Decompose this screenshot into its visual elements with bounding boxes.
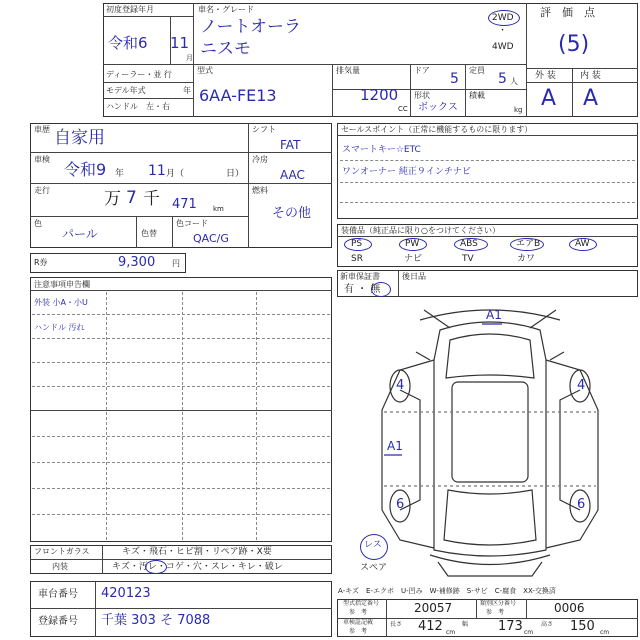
door-label: ドア (414, 66, 430, 75)
size-label: 車検証記載 (343, 619, 374, 626)
divider (526, 3, 527, 117)
divider (102, 545, 103, 574)
dash-line (340, 202, 635, 203)
drive-4wd: 4WD (492, 42, 514, 52)
ac-value: AAC (280, 168, 305, 182)
eq-abs: ABS (460, 239, 478, 249)
divider (30, 608, 332, 609)
divider (30, 559, 332, 560)
model-label: 型式 (197, 66, 213, 75)
use-value: 自家用 (54, 128, 105, 148)
type-no-value: 20057 (414, 601, 453, 615)
plate-number: 千葉 303 そ 7088 (101, 613, 211, 628)
divider (572, 68, 573, 117)
insp-day-unit: 日） (226, 169, 245, 179)
divider (248, 183, 332, 184)
divider (103, 64, 526, 65)
sales-point-1: スマートキー☆ETC (342, 145, 421, 155)
recycle-label: R券 (34, 258, 48, 267)
tire-rear-left: 6 (396, 497, 405, 512)
divider (103, 82, 193, 83)
handle-label: ハンドル 左・右 (106, 102, 170, 111)
divider (172, 216, 173, 248)
interior-grade: A (583, 86, 599, 111)
width-unit: cm (524, 629, 534, 636)
warranty-label: 新車保証書 (340, 272, 380, 281)
eq-pw: PW (405, 239, 420, 249)
notes-rule (32, 462, 330, 463)
month-unit: 月 (186, 54, 193, 62)
spare-mark: レス (364, 540, 382, 550)
displacement-value: 1200 (360, 86, 399, 104)
tire-front-left: 4 (396, 378, 405, 393)
cc-unit: CC (398, 105, 408, 113)
sales-point-2: ワンオーナー 純正９インチナビ (342, 167, 471, 177)
damage-a1-left: A1 (387, 439, 403, 453)
model-value: 6AA-FE13 (199, 86, 277, 105)
notes-col-rule (106, 292, 107, 540)
shift-label: シフト (252, 125, 276, 134)
notes-rule (32, 362, 330, 363)
notes-rule (30, 410, 332, 411)
eval-score: (5) (558, 32, 590, 57)
model-year-label: モデル年式 (106, 86, 146, 95)
mileage-ten-thousand: 7 (126, 188, 137, 208)
inspection-label: 車検 (34, 155, 50, 164)
eval-label: 評 価 点 (540, 6, 595, 19)
eq-ps: PS (351, 239, 363, 249)
divider (193, 3, 194, 117)
divider (30, 290, 332, 291)
class-no-value: 0006 (554, 601, 585, 615)
eq-leather: カワ (517, 254, 536, 264)
spare-label: スペア (360, 563, 388, 573)
divider (398, 270, 399, 297)
class-no-label: 類別区分番号 (480, 600, 517, 607)
capacity-label: 定員 (469, 66, 485, 75)
dash-line (340, 160, 635, 161)
divider (248, 123, 249, 248)
mileage-man: 万 (104, 189, 121, 209)
interior-cond-items: キズ・汚レ・コゲ・穴・スレ・キレ・破レ (112, 562, 283, 572)
divider (476, 599, 477, 618)
insp-month-unit: 月（ (166, 169, 185, 179)
color-code-value: QAC/G (193, 232, 229, 245)
ac-label: 冷房 (252, 155, 268, 164)
warranty-value: 有 ・ 無 (344, 284, 381, 295)
divider (465, 64, 466, 117)
type-no-sub: 参 考 (349, 609, 368, 616)
dash-line (340, 182, 635, 183)
notes-col-rule (182, 292, 183, 540)
use-label: 車歴 (34, 125, 50, 134)
mileage-sen: 千 (143, 189, 160, 209)
divider (95, 581, 96, 637)
divider (526, 68, 638, 69)
kg-unit: kg (514, 106, 523, 114)
color-code-label: 色コード (176, 219, 208, 228)
color-value: パール (62, 227, 98, 241)
chassis-label: 車台番号 (38, 589, 78, 600)
height-unit: cm (600, 629, 610, 636)
car-name-label: 車名・グレード (198, 5, 254, 14)
color-change-label: 色替 (141, 229, 157, 238)
fuel-value: その他 (272, 206, 312, 221)
width-label: 幅 (462, 621, 469, 628)
car-grade: ニスモ (200, 39, 251, 59)
divider (526, 599, 527, 618)
damage-legend: A-キズ E-エクボ U-凹み W-補修跡 S-サビ C-腐食 XX-交換済 (338, 587, 556, 595)
door-value: 5 (450, 71, 459, 87)
recycle-value: 9,300 (118, 255, 156, 270)
load-label: 積載 (469, 91, 485, 100)
width-value: 173 (498, 619, 523, 634)
eq-aw: AW (575, 239, 590, 249)
length-unit: cm (446, 629, 456, 636)
fuel-label: 燃料 (252, 186, 268, 195)
divider (103, 16, 193, 17)
windshield-label: フロントガラス (34, 547, 90, 556)
divider (30, 152, 248, 153)
length-value: 412 (418, 619, 443, 634)
divider (332, 64, 333, 117)
drive-dot: ・ (498, 26, 508, 36)
type-no-label: 型式指定番号 (343, 600, 380, 607)
divider (386, 599, 387, 637)
yen-unit: 円 (172, 259, 180, 268)
km-unit: km (213, 205, 224, 213)
inspection-era: 令和9 (64, 160, 107, 179)
drive-2wd: 2WD (492, 13, 514, 23)
year-unit: 年 (183, 86, 191, 95)
interior-label: 内 装 (580, 71, 601, 81)
insp-year-unit: 年 (115, 169, 125, 179)
eq-navi: ナビ (404, 254, 423, 264)
divider (30, 183, 248, 184)
plate-label: 登録番号 (38, 616, 78, 627)
shape-value: ボックス (418, 102, 458, 113)
notes-rule (32, 386, 330, 387)
equipment-label: 装備品（純正品に限り○をつけてください） (341, 226, 500, 235)
capacity-value: 5 (498, 71, 507, 87)
recycle-block (30, 253, 186, 273)
height-value: 150 (570, 619, 595, 634)
eq-airbag: エアB (516, 239, 541, 249)
reg-month: 11 (170, 34, 190, 52)
height-label: 高さ (541, 621, 554, 628)
eq-sr: SR (351, 254, 363, 264)
interior-cond-label: 内装 (52, 562, 68, 571)
warranty-circle (371, 282, 391, 297)
notes-rule (32, 314, 330, 315)
divider (248, 152, 332, 153)
displacement-label: 排気量 (336, 66, 360, 75)
notes-line-1: 外装 小A・小U (34, 298, 88, 307)
mileage-rest: 471 (172, 197, 197, 212)
divider (136, 216, 137, 248)
car-name: ノートオーラ (200, 17, 301, 37)
inspection-month: 11 (148, 163, 166, 179)
tire-rear-right: 6 (577, 497, 586, 512)
reg-date-label: 初度登録年月 (106, 5, 154, 14)
divider (337, 135, 638, 136)
class-no-sub: 参 考 (486, 609, 505, 616)
length-label: 長さ (390, 621, 403, 628)
windshield-items: キズ・飛石・ヒビ割・リペア跡・X要 (122, 547, 272, 557)
mileage-label: 走行 (34, 186, 50, 195)
color-label: 色 (34, 219, 42, 228)
sales-points-label: セールスポイント（正常に機能するものに限ります） (341, 125, 533, 134)
divider (526, 82, 638, 83)
exterior-label: 外 装 (535, 71, 556, 81)
notes-rule (32, 338, 330, 339)
damage-a1-front: A1 (486, 308, 502, 322)
notes-label: 注意事項申告欄 (34, 280, 90, 289)
notes-col-rule (256, 292, 257, 540)
shape-label: 形状 (414, 91, 430, 100)
chassis-number: 420123 (101, 586, 151, 601)
size-sub: 参 考 (349, 628, 368, 635)
tire-front-right: 4 (577, 378, 586, 393)
divider (410, 64, 411, 117)
capacity-unit: 人 (510, 77, 518, 86)
shift-value: FAT (280, 138, 301, 152)
divider (30, 216, 248, 217)
eq-tv: TV (462, 254, 474, 264)
notes-line-2: ハンドル 汚れ (34, 323, 85, 332)
reg-era: 令和6 (108, 34, 148, 52)
divider (337, 236, 638, 237)
dealer-label: ディーラー・並 行 (106, 70, 172, 79)
notes-rule (32, 488, 330, 489)
notes-rule (32, 514, 330, 515)
exterior-grade: A (541, 86, 557, 111)
notes-rule (32, 436, 330, 437)
divider (103, 98, 193, 99)
after-items-label: 後日品 (402, 272, 426, 281)
interior-circle (145, 560, 167, 574)
